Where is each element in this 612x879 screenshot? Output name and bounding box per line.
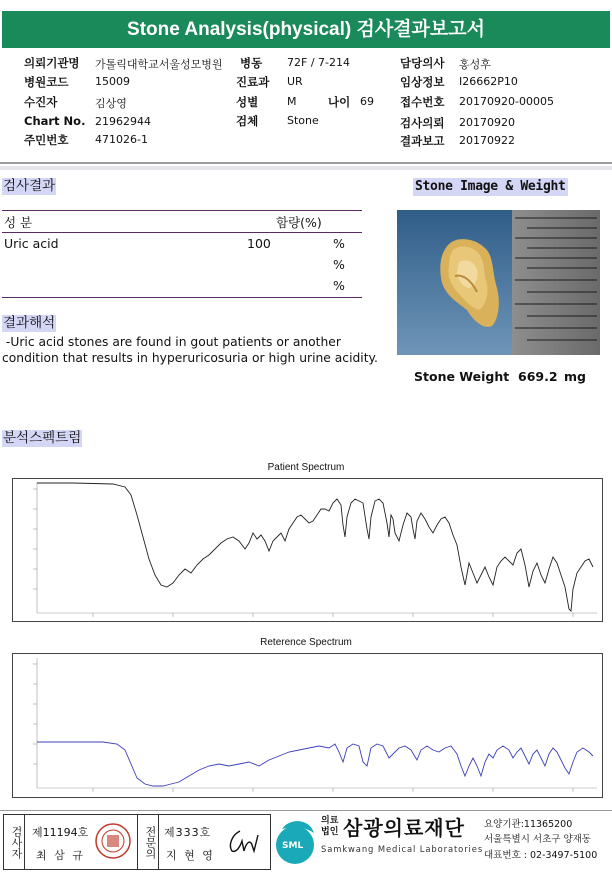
- org-name: 삼광의료재단: [343, 816, 465, 840]
- interpretation-section-title: 결과해석: [3, 315, 56, 331]
- report-date-value: 20170922: [459, 134, 515, 147]
- tech-license: 제11194호: [32, 826, 89, 839]
- tech-label: 검사자: [4, 815, 25, 869]
- request-date-label: 검사의뢰: [400, 116, 445, 130]
- patient-spectrum-title: Patient Spectrum: [267, 462, 345, 473]
- results-table-bottom-line: [2, 297, 362, 298]
- tech-name: 최 삼 규: [36, 849, 85, 862]
- pathologist-license: 제333호: [164, 826, 212, 839]
- age-value: 69: [360, 95, 374, 108]
- chart-no-label: Chart No.: [24, 114, 86, 128]
- stone-weight-value: 669.2: [518, 369, 558, 384]
- stone-weight-label: Stone Weight: [414, 369, 510, 384]
- age-label: 나이: [328, 95, 351, 109]
- component-unit: %: [333, 236, 345, 251]
- reference-spectrum-line: [37, 742, 593, 786]
- header-divider-shade: [0, 166, 612, 170]
- org-code: 요양기관:11365200: [484, 819, 573, 830]
- report-title: Stone Analysis(physical) 검사결과보고서: [2, 11, 610, 48]
- results-table-header-line: [2, 232, 362, 233]
- resident-no-value: 471026-1: [95, 133, 148, 146]
- chart-no-value: 21962944: [95, 115, 151, 128]
- pathologist-signature: [222, 825, 262, 857]
- spectrum-section-title: 분석스펙트럼: [3, 430, 82, 446]
- component-name: Uric acid: [4, 236, 59, 251]
- org-address: 서울특별시 서초구 양재동: [484, 834, 591, 845]
- header-divider: [0, 162, 612, 164]
- ward-label: 병동: [240, 56, 263, 70]
- results-section-title: 검사결과: [3, 178, 56, 194]
- specimen-label: 검체: [236, 114, 259, 128]
- clinical-info-value: I26662P10: [459, 75, 518, 88]
- resident-no-label: 주민번호: [24, 133, 69, 147]
- doctor-label: 담당의사: [400, 56, 445, 70]
- sex-label: 성별: [236, 95, 259, 109]
- org-prefix-top: 의료: [321, 816, 339, 826]
- sml-logo-icon: [272, 815, 318, 865]
- patient-spectrum-line: [37, 483, 593, 611]
- sml-logo-text: SML: [282, 841, 304, 851]
- stone-photo: [397, 210, 600, 355]
- hospital-code-value: 15009: [95, 75, 130, 88]
- department-value: UR: [287, 75, 303, 88]
- department-label: 진료과: [236, 75, 270, 89]
- stone-image-title: Stone Image & Weight: [415, 179, 566, 194]
- reference-spectrum-title: Reterence Spectrum: [260, 637, 352, 648]
- footer-divider: [0, 810, 612, 811]
- clinical-info-label: 임상정보: [400, 75, 445, 89]
- org-phone: 대표번호 : 02-3497-5100: [484, 850, 598, 861]
- reference-spectrum-plot: [13, 654, 602, 797]
- ward-value: 72F / 7-214: [287, 56, 350, 69]
- results-table-top-line: [2, 210, 362, 211]
- doctor-value: 홍성후: [459, 58, 491, 71]
- component-value: 100: [247, 236, 271, 251]
- stone-weight-unit: mg: [564, 369, 586, 384]
- request-date-value: 20170920: [459, 116, 515, 129]
- accession-value: 20170920-00005: [459, 95, 554, 108]
- patient-spectrum-box: [12, 478, 603, 622]
- patient-spectrum-plot: [13, 479, 602, 621]
- patient-value: 김상영: [95, 97, 127, 110]
- reference-spectrum-box: [12, 653, 603, 798]
- org-prefix-bottom: 법인: [321, 827, 339, 837]
- results-col-component: 성 분: [4, 215, 33, 230]
- component-unit: %: [333, 278, 345, 293]
- interpretation-line-1: -Uric acid stones are found in gout patients or another: [2, 335, 341, 349]
- institution-value: 가톨릭대학교서울성모병원: [95, 58, 223, 71]
- report-date-label: 결과보고: [400, 134, 445, 148]
- hospital-code-label: 병원코드: [24, 75, 69, 89]
- pathologist-name: 지 현 영: [166, 849, 215, 862]
- sex-value: M: [287, 95, 297, 108]
- specimen-value: Stone: [287, 114, 319, 127]
- patient-label: 수진자: [24, 95, 58, 109]
- tech-seal-stamp: [94, 822, 132, 860]
- org-name-english: Samkwang Medical Laboratories: [321, 844, 484, 854]
- pathologist-label: 전문의: [137, 815, 159, 869]
- signature-box: [3, 814, 271, 870]
- interpretation-line-2: condition that results in hyperuricosuria or high urine acidity.: [2, 351, 378, 365]
- results-col-content: 함량(%): [276, 215, 322, 230]
- component-unit: %: [333, 257, 345, 272]
- institution-label: 의뢰기관명: [24, 56, 80, 70]
- accession-label: 접수번호: [400, 95, 445, 109]
